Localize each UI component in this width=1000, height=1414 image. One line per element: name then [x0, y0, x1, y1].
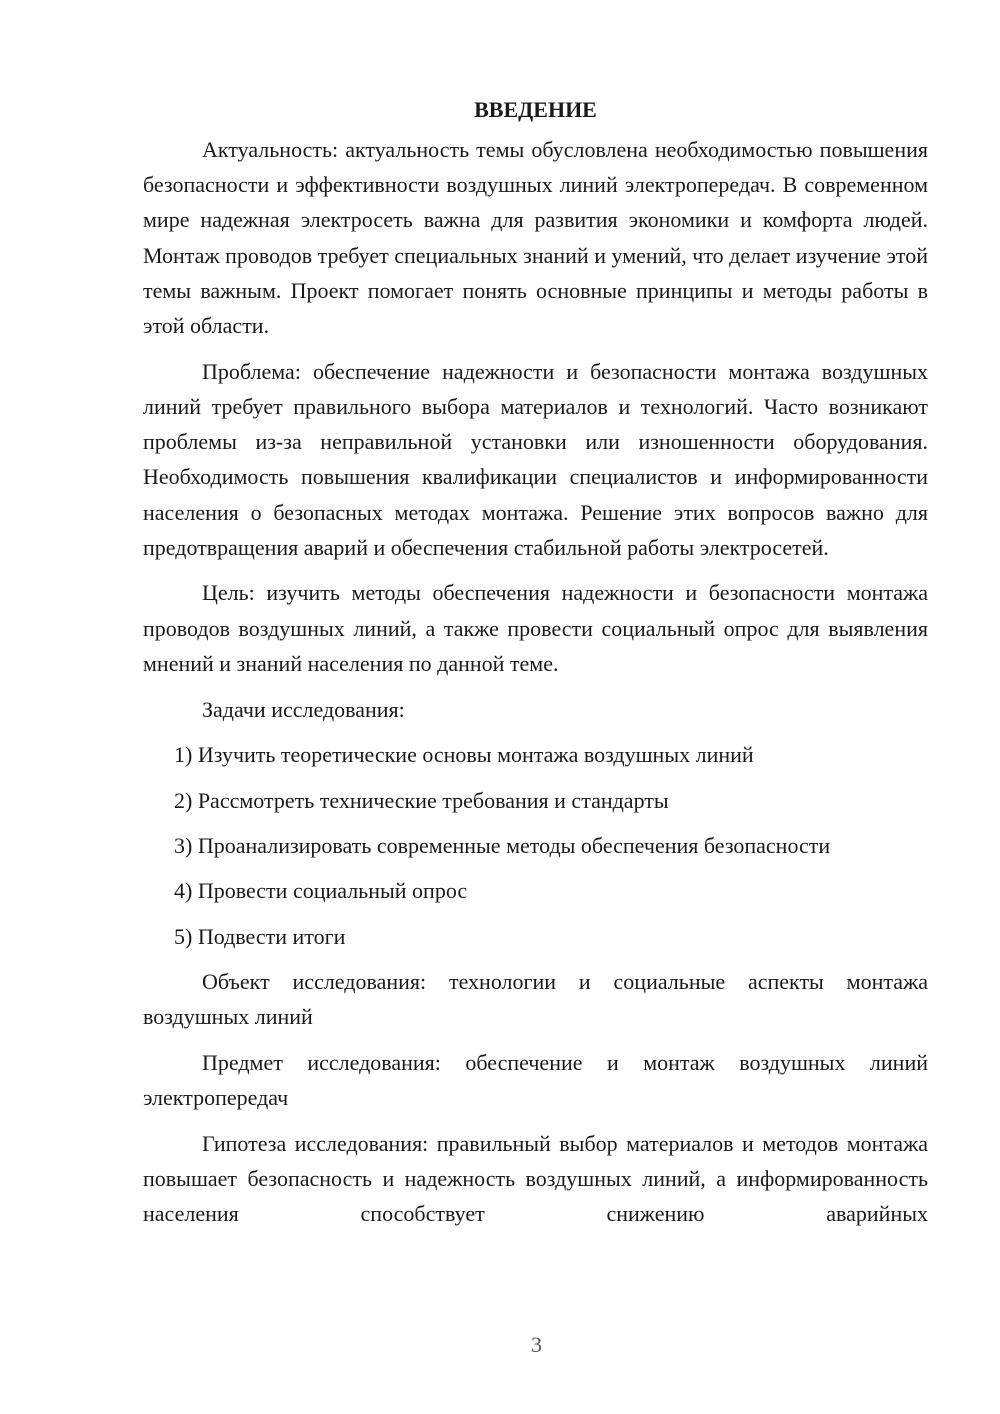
tasks-list — [143, 737, 928, 954]
paragraph-relevance: Актуальность: актуальность темы обусловлена необходимостью повышения безопасности и эффективности воздушных линий электропередач. В современном мире надежная электросеть важна для развития экономики и комфорта людей. Монтаж проводов требует специальных знаний и умений, что делает изучение этой темы важным. Проект помогает понять основные принципы и методы работы в этой области. — [143, 137, 928, 339]
paragraph-subject: Предмет исследования: обеспечение и монтаж воздушных линий электропередач — [143, 1050, 928, 1111]
list-item: 3) Проанализировать современные методы обеспечения безопасности — [174, 833, 831, 859]
section-title: ВВЕДЕНИЕ — [474, 97, 597, 122]
list-item: 1) Изучить теоретические основы монтажа воздушных линий — [174, 742, 754, 768]
paragraph-hypothesis: Гипотеза исследования: правильный выбор материалов и методов монтажа повышает безопасность и надежность воздушных линий, а информированность населения способствует снижению аварийных — [143, 1131, 928, 1227]
paragraph-problem: Проблема: обеспечение надежности и безопасности монтажа воздушных линий требует правильного выбора материалов и технологий. Часто возникают проблемы из-за неправильной установки или изношенности оборудования. Необходимость повышения квалификации специалистов и информированности населения о безопасных методах монтажа. Решение этих вопросов важно для предотвращения аварий и обеспечения стабильной работы электросетей. — [143, 358, 928, 560]
list-item: 2) Рассмотреть технические требования и стандарты — [174, 787, 669, 813]
paragraph-object: Объект исследования: технологии и социальные аспекты монтажа воздушных линий — [143, 969, 928, 1030]
tasks-heading: Задачи исследования: — [202, 696, 405, 722]
list-item: 4) Провести социальный опрос — [174, 878, 468, 904]
document-page — [143, 92, 928, 1242]
paragraph-goal: Цель: изучить методы обеспечения надежности и безопасности монтажа проводов воздушных линий, а также провести социальный опрос для выявления мнений и знаний населения по данной теме. — [143, 580, 928, 676]
page-number: 3 — [531, 1332, 542, 1357]
list-item: 5) Подвести итоги — [174, 923, 346, 949]
